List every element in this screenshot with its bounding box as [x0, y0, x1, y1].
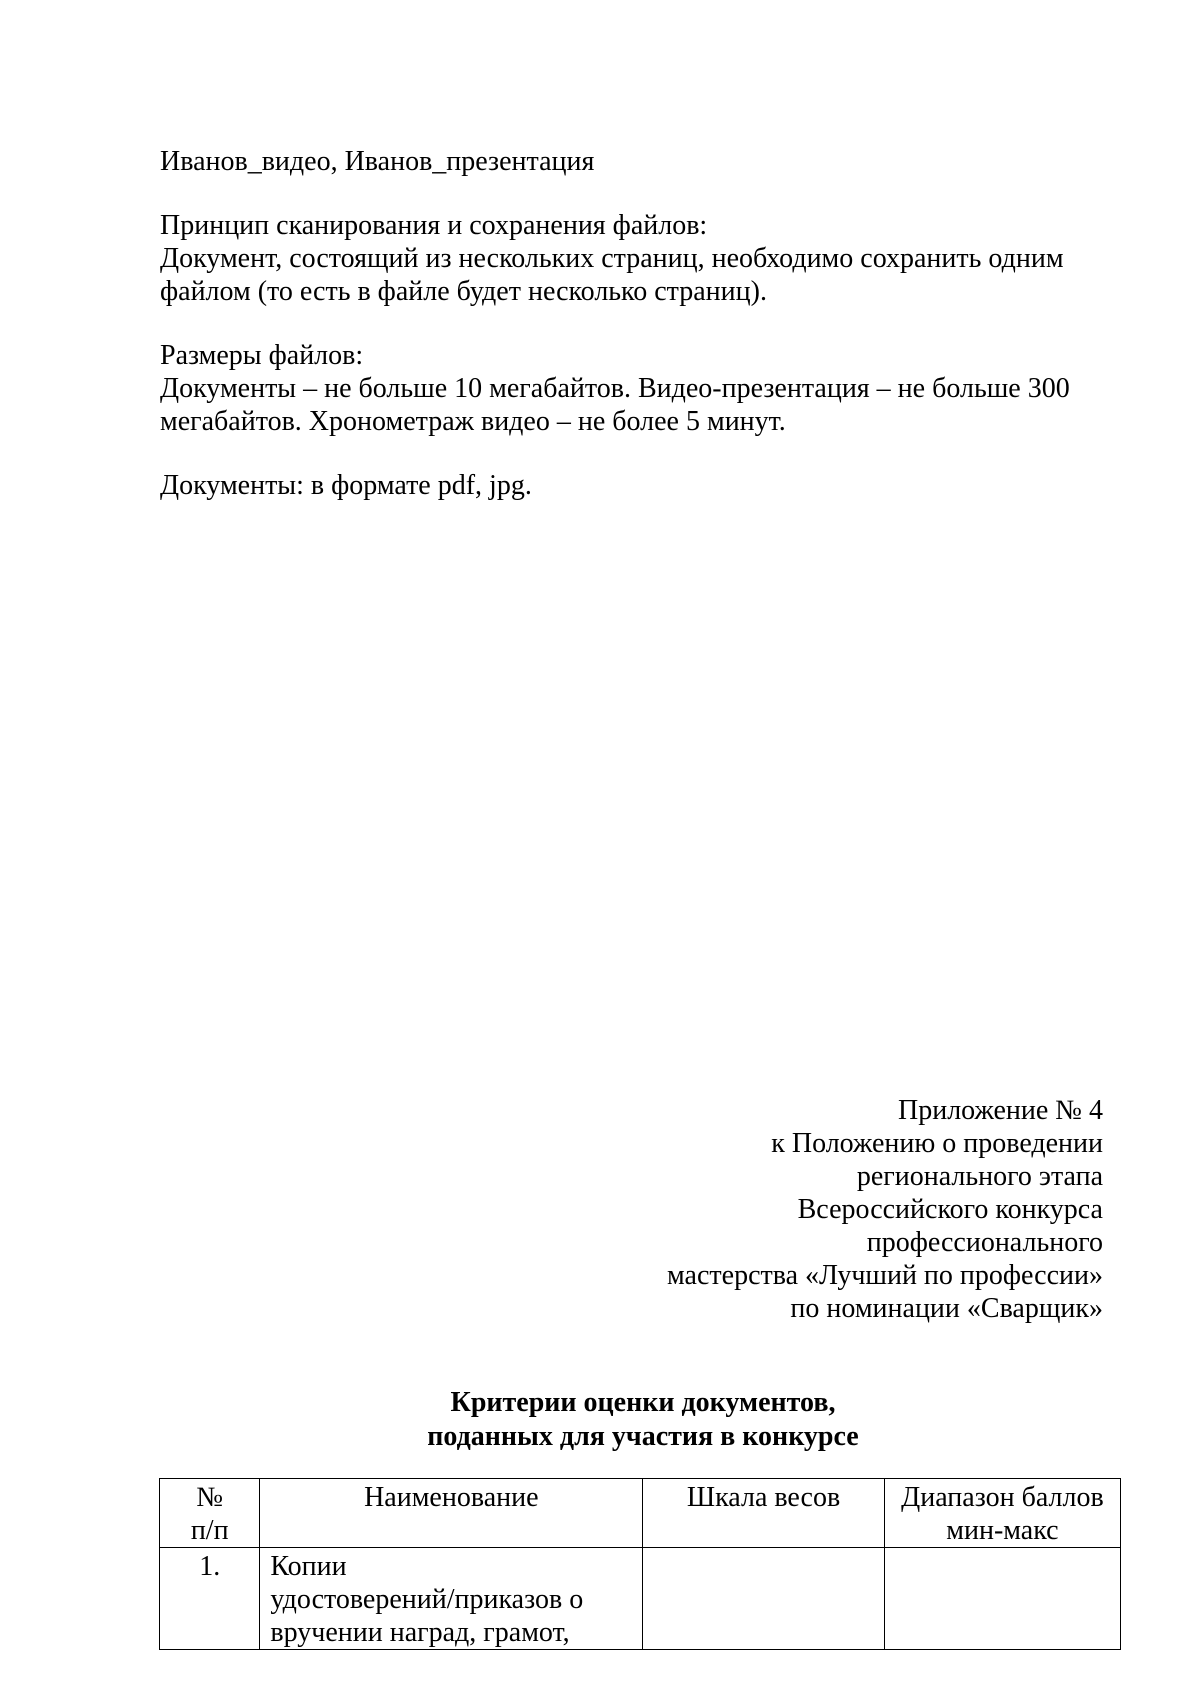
appendix-line: профессионального [866, 1227, 1103, 1258]
appendix-line: по номинации «Сварщик» [790, 1293, 1103, 1324]
header-scale [643, 1479, 885, 1548]
header-name [260, 1479, 643, 1548]
appendix-line: регионального этапа [856, 1161, 1103, 1192]
text-line: файлом (то есть в файле будет несколько страниц). [160, 276, 767, 307]
row-name [260, 1548, 643, 1650]
row-range [884, 1548, 1120, 1650]
header-number [160, 1479, 260, 1548]
text-line: Документы: в формате pdf, jpg. [160, 470, 532, 501]
text-line: Размеры файлов: [160, 340, 364, 371]
text-line: Принцип сканирования и сохранения файлов: [160, 210, 708, 241]
text-line: Документы – не больше 10 мегабайтов. Видео-презентация – не больше 300 [160, 373, 1070, 404]
header-number-line: № [196, 1482, 224, 1513]
row-name-line: Копии [270, 1551, 347, 1582]
header-range-line: Диапазон баллов [901, 1482, 1104, 1513]
text-line: Иванов_видео, Иванов_презентация [160, 146, 595, 177]
criteria-table [159, 1478, 1121, 1650]
header-scale-label: Шкала весов [686, 1482, 841, 1513]
appendix-line: Всероссийского конкурса [797, 1194, 1103, 1225]
paragraph-file-naming [160, 145, 1120, 178]
row-name-line: удостоверений/приказов о [270, 1584, 584, 1615]
header-range [884, 1479, 1120, 1548]
body-text [160, 145, 1120, 533]
appendix-line: к Положению о проведении [771, 1128, 1103, 1159]
header-name-label: Наименование [364, 1482, 539, 1513]
paragraph-scanning-principle [160, 209, 1120, 308]
criteria-title [160, 1386, 1126, 1454]
table-header-row [160, 1479, 1121, 1548]
row-name-line: вручении наград, грамот, [270, 1617, 570, 1648]
criteria-title-line: поданных для участия в конкурсе [427, 1421, 859, 1452]
appendix-line: мастерства «Лучший по профессии» [667, 1260, 1103, 1291]
appendix-header [503, 1094, 1103, 1325]
paragraph-file-sizes [160, 339, 1120, 438]
text-line: мегабайтов. Хронометраж видео – не более 5 минут. [160, 406, 786, 437]
row-scale [643, 1548, 885, 1650]
table-row [160, 1548, 1121, 1650]
row-number: 1. [160, 1548, 260, 1650]
header-range-line: мин-макс [946, 1515, 1059, 1546]
paragraph-file-formats [160, 469, 1120, 502]
text-line: Документ, состоящий из нескольких страниц, необходимо сохранить одним [160, 243, 1064, 274]
header-number-line: п/п [190, 1515, 229, 1546]
criteria-title-line: Критерии оценки документов, [450, 1387, 836, 1418]
appendix-line: Приложение № 4 [898, 1095, 1103, 1126]
